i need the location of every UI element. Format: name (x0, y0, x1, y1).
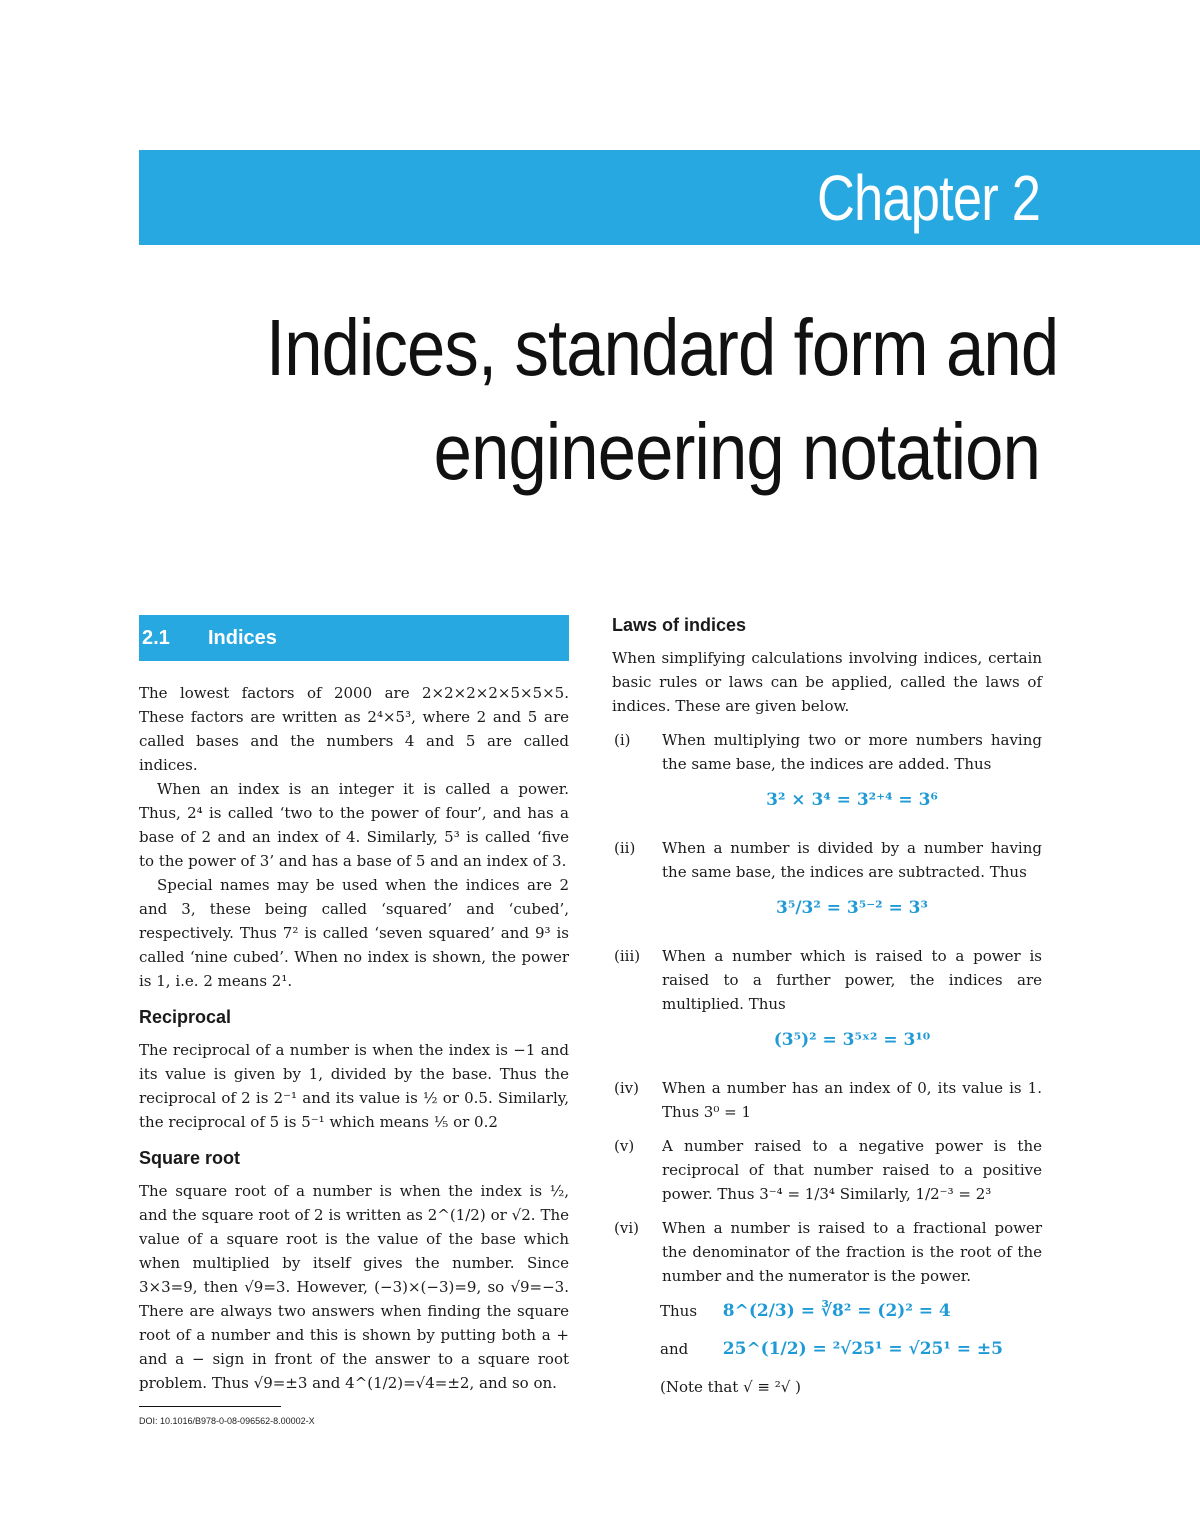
chapter-label: Chapter 2 (816, 162, 1040, 234)
law-item (612, 1216, 1042, 1288)
law-equation: 3² × 3⁴ = 3²⁺⁴ = 3⁶ (766, 790, 938, 810)
example-keyword: Thus (660, 1302, 698, 1320)
note-line: (Note that √ ≡ ²√ ) (660, 1378, 801, 1396)
law-item (612, 1076, 1042, 1124)
footnote-rule (139, 1406, 281, 1407)
square-root-paragraph: The square root of a number is when the index is ½, and the square root of 2 is written as 2^(1/2) or √2. The value of a square root is the value of the base which when multiplied by itself gives the number. Since 3×3=9, then √9=3. However, (−3)×(−3)=9, so √9=−3. There are always two answers when finding the square root of a number and this is shown by putting both a + and a − sign in front of the answer to a square root problem. Thus √9=±3 and 4^(1/2)=√4=±2, and so on. (139, 1182, 569, 1392)
law-text: When a number is divided by a number having the same base, the indices are subtracted. Thus (662, 839, 1042, 881)
law-text: When a number is raised to a fractional power the denominator of the fraction is the root of the number and the numerator is the power. (662, 1219, 1042, 1285)
chapter-title-line2: engineering notation (433, 407, 1040, 496)
law-label: (iv) (614, 1079, 639, 1097)
paragraph-power: When an index is an integer it is called a power. Thus, 2⁴ is called ‘two to the power of four’, and has a base of 2 and an index of 4. Similarly, 5³ is called ‘five to the power of 3’ and has a base of 5 and an index of 3. (139, 780, 569, 870)
right-column (612, 615, 1042, 1402)
law-item (612, 1134, 1042, 1206)
law-equation: (3⁵)² = 3⁵ˣ² = 3¹⁰ (773, 1030, 931, 1050)
example-equation: 8^(2/3) = ∛8² = (2)² = 4 (722, 1301, 951, 1321)
square-root-heading: Square root (139, 1148, 241, 1168)
paragraph-special-names: Special names may be used when the indices are 2 and 3, these being called ‘squared’ and ‘cubed’, respectively. Thus 7² is called ‘seven squared’ and 9³ is called ‘nine cubed’. When no index is shown, the power is 1, i.e. 2 means 2¹. (139, 876, 569, 990)
reciprocal-heading: Reciprocal (139, 1007, 232, 1027)
law-equation: 3⁵/3² = 3⁵⁻² = 3³ (776, 898, 928, 918)
chapter-title (140, 296, 1059, 504)
example-line-1 (660, 1296, 1042, 1326)
reciprocal-paragraph: The reciprocal of a number is when the index is −1 and its value is given by 1, divided by the base. Thus the reciprocal of 2 is 2⁻¹ and its value is ½ or 0.5. Similarly, the reciprocal of 5 is 5⁻¹ which means ⅕ or 0.2 (139, 1041, 569, 1131)
law-item (612, 944, 1042, 1066)
chapter-band (139, 150, 1200, 245)
chapter-title-line1: Indices, standard form and (266, 303, 1059, 392)
law-item (612, 836, 1042, 934)
law-label: (iii) (614, 947, 641, 965)
example-line-2 (660, 1334, 1042, 1364)
law-label: (ii) (614, 839, 636, 857)
paragraph-factors: The lowest factors of 2000 are 2×2×2×2×5×5×5. These factors are written as 2⁴×5³, where 2 and 5 are called bases and the numbers 4 and 5 are called indices. (139, 684, 569, 774)
left-column (139, 615, 569, 1395)
laws-heading: Laws of indices (612, 615, 747, 635)
law-text: When a number which is raised to a power is raised to a further power, the indices are multiplied. Thus (662, 947, 1042, 1013)
section-number: 2.1 (142, 626, 170, 649)
law-label: (vi) (614, 1219, 639, 1237)
law-text: When multiplying two or more numbers having the same base, the indices are added. Thus (662, 731, 1042, 773)
law-item (612, 728, 1042, 826)
example-keyword: and (660, 1340, 689, 1358)
law-text: When a number has an index of 0, its value is 1. Thus 3⁰ = 1 (662, 1079, 1042, 1121)
section-title: Indices (208, 626, 277, 649)
section-heading-box (139, 615, 569, 661)
example-equation: 25^(1/2) = ²√25¹ = √25¹ = ±5 (722, 1339, 1003, 1359)
laws-intro: When simplifying calculations involving indices, certain basic rules or laws can be applied, called the laws of indices. These are given below. (612, 649, 1042, 715)
law-label: (i) (614, 731, 631, 749)
law-text: A number raised to a negative power is the reciprocal of that number raised to a positive power. Thus 3⁻⁴ = 1/3⁴ Similarly, 1/2⁻³ = 2³ (662, 1137, 1042, 1203)
law-label: (v) (614, 1137, 635, 1155)
doi-footnote: DOI: 10.1016/B978-0-08-096562-8.00002-X (139, 1416, 315, 1426)
